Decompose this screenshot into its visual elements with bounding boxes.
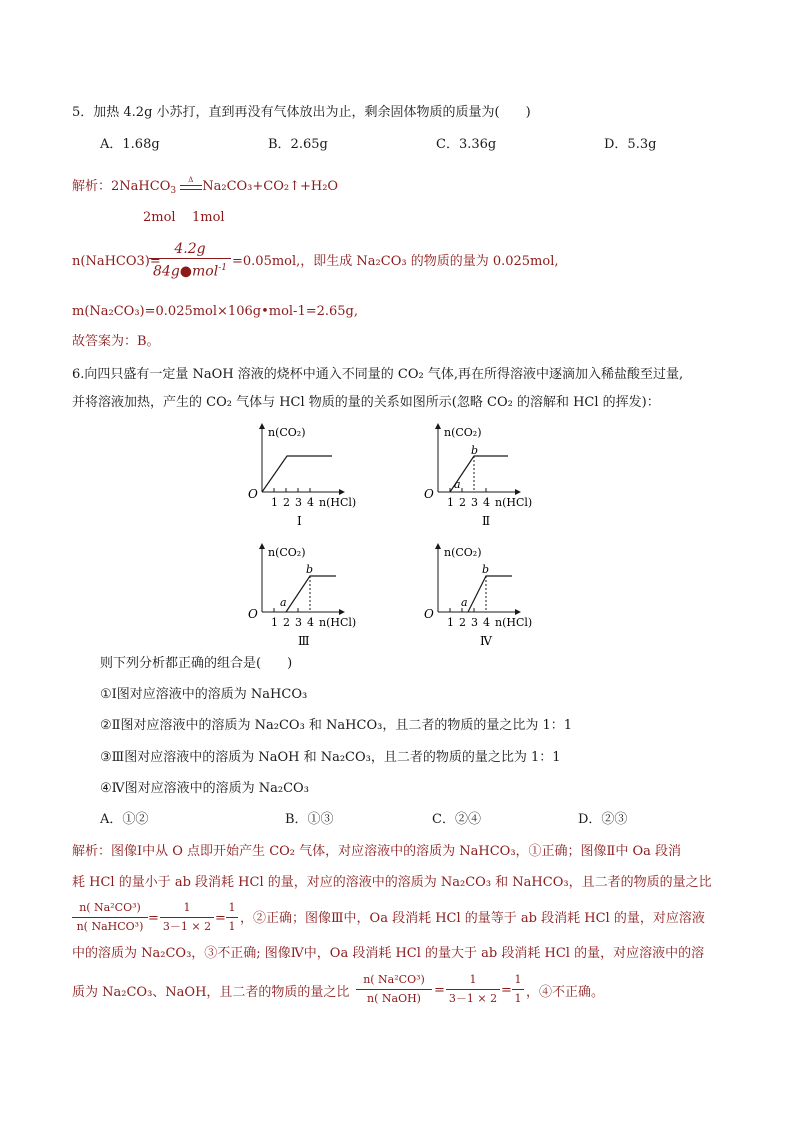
q6-frac1-num: n( Na²CO³) (79, 901, 141, 914)
graph-2-ylabel: n(CO₂) (444, 426, 482, 439)
q5-solution-label: 解析： (72, 179, 112, 194)
graph-3-xlabel: n(HCl) (319, 616, 357, 629)
graph-3 (248, 544, 356, 648)
graph-1-xlabel: n(HCl) (319, 496, 357, 509)
q6-frac1-result-num: 1 (228, 901, 236, 914)
q5-mol-b: 1mol (192, 210, 225, 225)
graph-2-point-b: b (471, 444, 479, 457)
q5-fraction-num: 4.2g (174, 241, 206, 257)
graph-2-caption: Ⅱ (482, 514, 491, 528)
graph-4-ylabel: n(CO₂) (444, 546, 482, 559)
graph-2-tick-2: 2 (459, 496, 466, 509)
q5-mol-a: 2mol (143, 210, 176, 225)
graph-4-xlabel: n(HCl) (495, 616, 533, 629)
graph-4-caption: Ⅳ (480, 634, 492, 648)
q5-fraction (149, 241, 231, 280)
q5-heat-equals (180, 176, 202, 190)
graph-1-tick-3: 3 (295, 496, 302, 509)
q6-graphs (240, 418, 550, 650)
graph-1 (248, 424, 356, 528)
q6-item-1: ①Ⅰ图对应溶液中的溶质为 NaHCO₃ (100, 687, 308, 702)
q6-frac1 (72, 900, 148, 935)
q6-frac1-den: n( NaHCO³) (76, 920, 144, 933)
graph-4-tick-3: 3 (471, 616, 478, 629)
q6-frac2-result-den: 1 (514, 992, 522, 1005)
q6-frac1-eq2: = (215, 911, 226, 926)
q6-frac2-eq1: = (434, 983, 445, 998)
q6-item-4: ④Ⅳ图对应溶液中的溶质为 Na₂CO₃ (100, 781, 309, 796)
q5-mass-line: m(Na₂CO₃)=0.025mol×106g•mol-1=2.65g, (72, 304, 359, 319)
q5-fraction-den-sup: -1 (218, 263, 227, 273)
q6-frac2-result (512, 972, 524, 1007)
q6-frac1-bar (72, 917, 148, 918)
q5-n-prefix: n(NaHCO3)= (72, 254, 161, 269)
q6-item-3: ③Ⅲ图对应溶液中的溶质为 NaOH 和 Na₂CO₃，且二者的物质的量之比为 1：1 (100, 750, 561, 765)
q6-solution-line4: 中的溶质为 Na₂CO₃，③不正确; 图像Ⅳ中，Oa 段消耗 HCl 的量大于 ab 段消耗 HCl 的量，对应溶液中的溶 (72, 946, 705, 961)
graph-3-tick-4: 4 (307, 616, 314, 629)
graph-4-tick-4: 4 (483, 616, 490, 629)
graph-4-point-b: b (482, 563, 490, 576)
graph-3-point-a: a (280, 596, 287, 609)
q6-frac2-bar (356, 989, 432, 990)
q6-solution-line2: 耗 HCl 的量小于 ab 段消耗 HCl 的量，对应的溶液中的溶质为 Na₂CO₃ 和 NaHCO₃，且二者的物质的量之比 (72, 875, 712, 890)
q6-frac2-num: n( Na²CO³) (363, 973, 425, 986)
q6-ask: 则下列分析都正确的组合是( ) (100, 656, 293, 671)
q6-frac2-result-bar (512, 989, 524, 990)
q5-option-c: C．3.36g (436, 137, 497, 152)
graph-1-tick-2: 2 (283, 496, 290, 509)
q5-stem: 5．加热 4.2g 小苏打，直到再没有气体放出为止，剩余固体物质的质量为( ) (72, 105, 531, 120)
graph-2-origin: O (424, 487, 434, 501)
q5-reactant-sub: 3 (170, 186, 177, 196)
q5-heat-mark: Δ (188, 176, 194, 184)
q6-stem-line1: 6.向四只盛有一定量 NaOH 溶液的烧杯中通入不同量的 CO₂ 气体,再在所得溶液中逐滴加入稀盐酸至过量, (72, 367, 684, 382)
graph-4-origin: O (424, 607, 434, 621)
graph-1-tick-4: 4 (307, 496, 314, 509)
q6-frac2-mid-num: 1 (469, 973, 477, 986)
q5-products: Na₂CO₃+CO₂↑+H₂O (202, 179, 339, 194)
q6-frac2-mid-bar (446, 989, 500, 990)
q5-option-d: D．5.3g (604, 137, 657, 152)
q6-option-a: A．①② (100, 812, 149, 827)
graph-3-origin: O (248, 607, 258, 621)
q6-option-c: C．②④ (432, 812, 481, 827)
q6-option-d: D．②③ (578, 812, 628, 827)
graph-3-ylabel: n(CO₂) (268, 546, 306, 559)
q6-option-b: B．①③ (285, 812, 334, 827)
q6-frac2 (356, 972, 432, 1007)
q6-frac2-den: n( NaOH) (367, 992, 421, 1005)
q6-frac2-result-num: 1 (514, 973, 522, 986)
graph-1-ylabel: n(CO₂) (268, 426, 306, 439)
graph-2-point-a: a (454, 478, 461, 491)
q5-fraction-den-text: 84g●mol (153, 263, 219, 280)
graph-4 (424, 544, 532, 648)
q6-frac1-result (226, 900, 238, 935)
q6-solution-line5: 质为 Na₂CO₃、NaOH，且二者的物质的量之比 (72, 985, 350, 1000)
q5-eq-line-bottom (180, 189, 202, 190)
q5-reaction (72, 178, 338, 197)
q6-frac1-mid-den: 3－1 × 2 (162, 920, 212, 933)
q5-reactant: 2NaHCO (111, 179, 171, 194)
q6-frac1-mid-num: 1 (183, 901, 191, 914)
graph-1-origin: O (248, 487, 258, 501)
q6-item-2: ②Ⅱ图对应溶液中的溶质为 Na₂CO₃ 和 NaHCO₃，且二者的物质的量之比为 1：1 (100, 718, 572, 733)
graph-2-tick-3: 3 (471, 496, 478, 509)
graph-2-xlabel: n(HCl) (495, 496, 533, 509)
q5-option-a: A．1.68g (100, 137, 160, 152)
graph-4-tick-1: 1 (447, 616, 454, 629)
graph-2-tick-4: 4 (483, 496, 490, 509)
graph-1-caption: Ⅰ (297, 514, 302, 528)
q6-solution-line6: ，④不正确。 (526, 985, 605, 1000)
q5-fraction-bar (149, 258, 231, 259)
graph-3-caption: Ⅲ (298, 634, 310, 648)
q6-frac1-mid (160, 900, 214, 935)
graph-1-tick-1: 1 (271, 496, 278, 509)
q5-n-suffix: =0.05mol,，即生成 Na₂CO₃ 的物质的量为 0.025mol, (232, 254, 559, 269)
q6-frac2-mid-den: 3－1 × 2 (448, 992, 498, 1005)
q5-answer: 故答案为：B。 (72, 334, 160, 349)
q6-frac1-result-den: 1 (228, 920, 236, 933)
q6-frac1-mid-bar (160, 917, 214, 918)
graph-3-point-b: b (306, 563, 314, 576)
graph-2 (424, 424, 532, 528)
q6-solution-line1: 解析：图像Ⅰ中从 O 点即开始产生 CO₂ 气体，对应溶液中的溶质为 NaHCO₃，①正确；图像Ⅱ中 Oa 段消 (72, 844, 682, 859)
q5-fraction-den (149, 260, 231, 280)
graph-4-tick-2: 2 (459, 616, 466, 629)
graph-2-tick-1: 1 (447, 496, 454, 509)
graph-3-tick-2: 2 (283, 616, 290, 629)
q6-stem-line2: 并将溶液加热，产生的 CO₂ 气体与 HCl 物质的量的关系如图所示(忽略 CO₂ 的溶解和 HCl 的挥发)： (72, 395, 660, 410)
q6-solution-line3: ，②正确；图像Ⅲ中，Oa 段消耗 HCl 的量等于 ab 段消耗 HCl 的量，对应溶液 (240, 911, 705, 926)
graph-4-point-a: a (461, 596, 468, 609)
graph-3-tick-1: 1 (271, 616, 278, 629)
q5-option-b: B．2.65g (268, 137, 328, 152)
q6-frac2-mid (446, 972, 500, 1007)
q6-frac2-eq2: = (501, 983, 512, 998)
q6-frac1-result-bar (226, 917, 238, 918)
q6-frac1-eq1: = (148, 911, 159, 926)
graph-3-tick-3: 3 (295, 616, 302, 629)
